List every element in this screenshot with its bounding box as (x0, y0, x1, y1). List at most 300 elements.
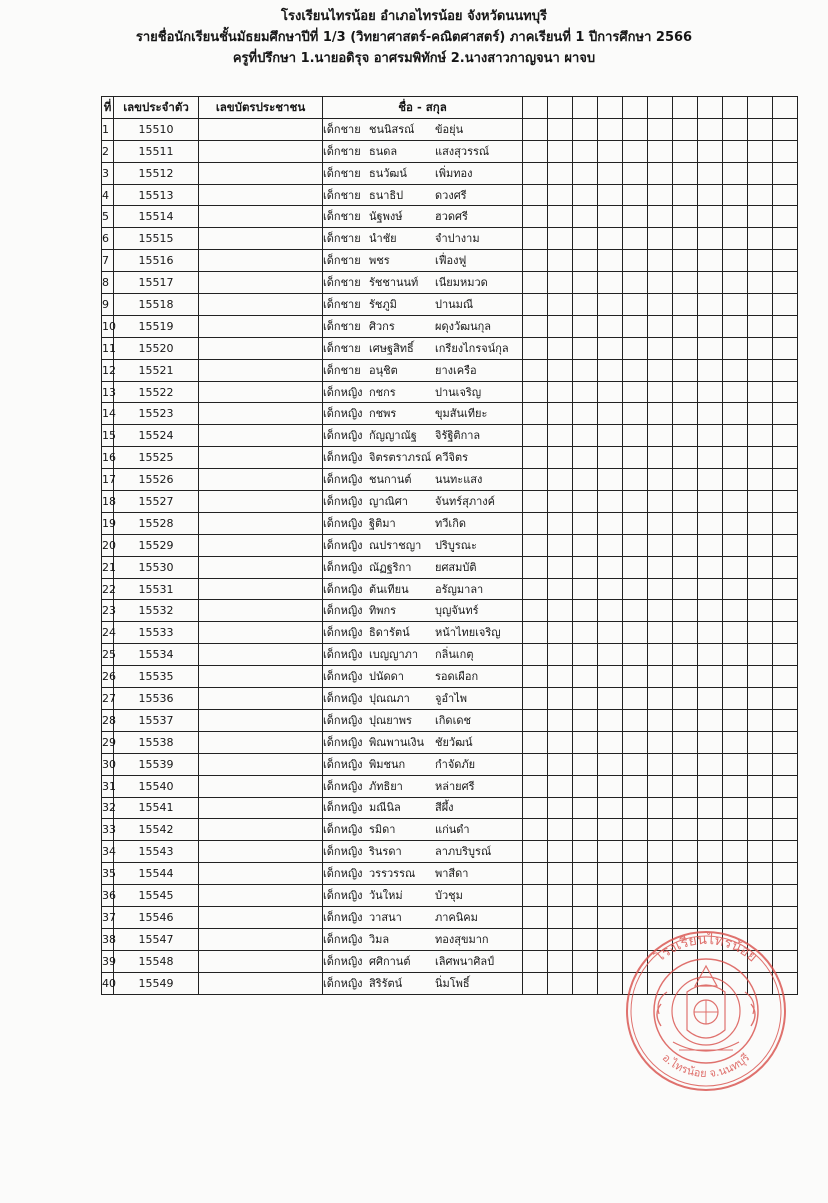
blank-cell (698, 447, 723, 469)
student-name (323, 731, 523, 753)
blank-cell (523, 950, 548, 972)
student-name (323, 797, 523, 819)
blank-cell (648, 447, 673, 469)
blank-cell (723, 469, 748, 491)
blank-cell (673, 622, 698, 644)
blank-cell (648, 709, 673, 731)
first-name: วรรวรรณ (369, 867, 416, 881)
name-prefix: เด็กชาย (323, 319, 361, 333)
row-number: 35 (102, 863, 114, 885)
blank-cell (598, 534, 623, 556)
blank-cell (523, 972, 548, 994)
blank-cell (673, 885, 698, 907)
citizen-id (199, 206, 323, 228)
blank-cell (648, 381, 673, 403)
blank-cell (648, 819, 673, 841)
blank-cell (523, 863, 548, 885)
blank-cell (748, 184, 773, 206)
blank-cell (623, 337, 648, 359)
blank-cell (673, 688, 698, 710)
first-name: รัชภูมิ (369, 297, 397, 311)
blank-cell (523, 140, 548, 162)
first-name: ธิดารัตน์ (369, 626, 410, 640)
blank-cell (623, 644, 648, 666)
blank-cell (548, 863, 573, 885)
blank-cell (748, 206, 773, 228)
name-prefix: เด็กหญิง (323, 451, 363, 465)
blank-cell (573, 403, 598, 425)
first-name: ชนกานต์ (369, 473, 412, 487)
citizen-id (199, 666, 323, 688)
blank-cell (748, 118, 773, 140)
blank-cell (548, 578, 573, 600)
student-name (323, 491, 523, 513)
blank-cell (523, 206, 548, 228)
blank-cell (773, 162, 798, 184)
first-name: กชพร (369, 407, 397, 421)
row-number: 34 (102, 841, 114, 863)
blank-cell (673, 250, 698, 272)
blank-cell (673, 709, 698, 731)
student-name (323, 337, 523, 359)
table-row (102, 753, 798, 775)
first-name: จิตรตราภรณ์ (369, 451, 432, 465)
citizen-id (199, 731, 323, 753)
name-prefix: เด็กหญิง (323, 691, 363, 705)
student-name (323, 425, 523, 447)
blank-cell (523, 841, 548, 863)
blank-cell (598, 447, 623, 469)
name-prefix: เด็กชาย (323, 144, 361, 158)
blank-cell (523, 578, 548, 600)
table-row (102, 469, 798, 491)
blank-cell (773, 819, 798, 841)
blank-cell (673, 381, 698, 403)
blank-cell (723, 709, 748, 731)
citizen-id (199, 600, 323, 622)
table-row (102, 600, 798, 622)
blank-cell (573, 206, 598, 228)
blank-cell (748, 469, 773, 491)
blank-cell (698, 709, 723, 731)
last-name: ปานเจริญ (435, 385, 482, 399)
table-row (102, 885, 798, 907)
blank-cell (723, 578, 748, 600)
student-id: 15538 (114, 731, 199, 753)
student-name (323, 206, 523, 228)
student-name (323, 885, 523, 907)
table-row (102, 512, 798, 534)
table-row (102, 447, 798, 469)
row-number: 21 (102, 556, 114, 578)
first-name: วันใหม่ (369, 889, 403, 902)
blank-cell (623, 885, 648, 907)
first-name: ญาณิศา (369, 494, 408, 508)
blank-cell (523, 885, 548, 907)
blank-cell (698, 688, 723, 710)
last-name: รอดเผือก (435, 670, 479, 684)
blank-cell (523, 644, 548, 666)
table-row (102, 337, 798, 359)
last-name: พาสีดา (435, 867, 469, 881)
blank-cell (598, 950, 623, 972)
document-header (0, 6, 828, 69)
blank-cell (523, 906, 548, 928)
row-number: 27 (102, 688, 114, 710)
blank-cell (748, 315, 773, 337)
table-row (102, 206, 798, 228)
col-header-student-id: เลขประจำตัว (114, 97, 199, 119)
blank-cell (598, 359, 623, 381)
blank-cell (698, 753, 723, 775)
student-name (323, 469, 523, 491)
blank-cell (598, 425, 623, 447)
last-name: จันทร์สุภางค์ (435, 494, 495, 508)
blank-cell (748, 337, 773, 359)
table-row (102, 534, 798, 556)
name-prefix: เด็กชาย (323, 254, 361, 268)
first-name: ธนวัฒน์ (369, 166, 407, 180)
citizen-id (199, 184, 323, 206)
blank-cell (773, 315, 798, 337)
table-row (102, 797, 798, 819)
blank-cell (698, 885, 723, 907)
student-id: 15532 (114, 600, 199, 622)
blank-cell (523, 556, 548, 578)
blank-cell (598, 753, 623, 775)
blank-cell (673, 753, 698, 775)
blank-cell (648, 140, 673, 162)
blank-cell (623, 469, 648, 491)
blank-cell (598, 885, 623, 907)
student-name (323, 140, 523, 162)
blank-cell (748, 578, 773, 600)
blank-cell (673, 578, 698, 600)
student-id: 15537 (114, 709, 199, 731)
blank-cell (623, 775, 648, 797)
blank-cell (623, 731, 648, 753)
name-prefix: เด็กหญิง (323, 976, 363, 990)
blank-cell (673, 906, 698, 928)
blank-cell (773, 447, 798, 469)
blank-cell (573, 972, 598, 994)
blank-cell (698, 359, 723, 381)
blank-cell (598, 841, 623, 863)
first-name: วิมล (369, 932, 390, 946)
blank-cell (623, 841, 648, 863)
student-name (323, 381, 523, 403)
blank-cell (773, 491, 798, 513)
blank-cell (698, 863, 723, 885)
blank-cell (773, 403, 798, 425)
blank-cell (698, 512, 723, 534)
table-row (102, 556, 798, 578)
blank-cell (523, 600, 548, 622)
table-row (102, 666, 798, 688)
blank-cell (573, 819, 598, 841)
blank-cell (573, 622, 598, 644)
first-name: พชร (369, 254, 390, 268)
row-number: 22 (102, 578, 114, 600)
blank-cell (748, 731, 773, 753)
blank-cell (523, 688, 548, 710)
last-name: ยศสมบัติ (435, 560, 477, 574)
blank-cell (548, 184, 573, 206)
citizen-id (199, 775, 323, 797)
blank-cell (723, 512, 748, 534)
row-number: 17 (102, 469, 114, 491)
seal-bottom-text: อ.ไทรน้อย จ.นนทบุรี (659, 1051, 753, 1080)
student-id: 15533 (114, 622, 199, 644)
blank-cell (523, 294, 548, 316)
blank-cell (623, 425, 648, 447)
row-number: 26 (102, 666, 114, 688)
blank-cell (573, 272, 598, 294)
student-name (323, 709, 523, 731)
row-number: 11 (102, 337, 114, 359)
blank-cell (673, 841, 698, 863)
last-name: กลิ่นเกตุ (435, 648, 474, 662)
blank-cell (648, 885, 673, 907)
blank-cell (573, 228, 598, 250)
blank-cell (573, 315, 598, 337)
blank-cell (773, 184, 798, 206)
school-title: โรงเรียนไทรน้อย อำเภอไทรน้อย จังหวัดนนทบุรี (281, 9, 547, 24)
blank-cell (548, 534, 573, 556)
blank-cell (523, 666, 548, 688)
blank-cell (673, 228, 698, 250)
last-name: จิรัฐิติกาล (435, 429, 481, 443)
blank-cell (648, 272, 673, 294)
table-row (102, 578, 798, 600)
blank-cell (598, 272, 623, 294)
name-prefix: เด็กหญิง (323, 582, 363, 596)
blank-cell (598, 512, 623, 534)
last-name: อรัญมาลา (435, 582, 484, 596)
blank-cell (773, 863, 798, 885)
student-id: 15515 (114, 228, 199, 250)
blank-cell (723, 622, 748, 644)
blank-cell (698, 491, 723, 513)
blank-cell (748, 644, 773, 666)
student-id: 15548 (114, 950, 199, 972)
blank-cell (748, 250, 773, 272)
student-id: 15530 (114, 556, 199, 578)
blank-cell (748, 906, 773, 928)
student-id: 15514 (114, 206, 199, 228)
blank-cell (548, 885, 573, 907)
citizen-id (199, 841, 323, 863)
blank-cell (773, 600, 798, 622)
blank-cell (698, 841, 723, 863)
student-id: 15522 (114, 381, 199, 403)
citizen-id (199, 250, 323, 272)
blank-cell (723, 403, 748, 425)
blank-cell (623, 666, 648, 688)
blank-cell (548, 928, 573, 950)
blank-cell (548, 359, 573, 381)
blank-cell (723, 294, 748, 316)
blank-cell (723, 885, 748, 907)
blank-cell (573, 140, 598, 162)
table-row (102, 140, 798, 162)
blank-cell (548, 469, 573, 491)
blank-cell (748, 512, 773, 534)
blank-cell (623, 272, 648, 294)
row-number: 33 (102, 819, 114, 841)
student-id: 15518 (114, 294, 199, 316)
name-prefix: เด็กหญิง (323, 429, 363, 443)
last-name: บุญจันทร์ (435, 604, 479, 618)
last-name: เกรียงไกรจน์กุล (435, 341, 509, 355)
blank-cell (598, 469, 623, 491)
blank-cell (598, 250, 623, 272)
blank-cell (773, 425, 798, 447)
table-row (102, 731, 798, 753)
first-name: นัฐพงษ์ (369, 210, 403, 224)
blank-cell (698, 118, 723, 140)
first-name: รมิดา (369, 823, 396, 837)
student-name (323, 162, 523, 184)
student-id: 15534 (114, 644, 199, 666)
col-header-blank (773, 97, 798, 119)
citizen-id (199, 140, 323, 162)
blank-cell (673, 294, 698, 316)
blank-cell (723, 775, 748, 797)
blank-cell (573, 688, 598, 710)
blank-cell (673, 491, 698, 513)
last-name: แก่นดำ (435, 823, 470, 837)
name-prefix: เด็กหญิง (323, 932, 363, 946)
student-id: 15516 (114, 250, 199, 272)
table-row (102, 425, 798, 447)
student-id: 15519 (114, 315, 199, 337)
table-row (102, 819, 798, 841)
citizen-id (199, 688, 323, 710)
student-name (323, 775, 523, 797)
blank-cell (548, 819, 573, 841)
blank-cell (648, 622, 673, 644)
first-name: กชกร (369, 385, 396, 399)
blank-cell (573, 381, 598, 403)
blank-cell (598, 184, 623, 206)
student-id: 15526 (114, 469, 199, 491)
student-id: 15543 (114, 841, 199, 863)
student-id: 15520 (114, 337, 199, 359)
blank-cell (548, 709, 573, 731)
citizen-id (199, 534, 323, 556)
blank-cell (748, 622, 773, 644)
blank-cell (523, 797, 548, 819)
blank-cell (548, 228, 573, 250)
name-prefix: เด็กหญิง (323, 648, 363, 662)
row-number: 13 (102, 381, 114, 403)
blank-cell (523, 491, 548, 513)
blank-cell (673, 403, 698, 425)
student-id: 15517 (114, 272, 199, 294)
blank-cell (548, 315, 573, 337)
table-row (102, 644, 798, 666)
student-name (323, 819, 523, 841)
col-header-blank (648, 97, 673, 119)
blank-cell (698, 425, 723, 447)
blank-cell (723, 491, 748, 513)
blank-cell (723, 250, 748, 272)
student-id: 15542 (114, 819, 199, 841)
name-prefix: เด็กหญิง (323, 516, 363, 530)
blank-cell (598, 709, 623, 731)
student-name (323, 556, 523, 578)
first-name: เศษฐสิทธิ์ (369, 341, 414, 355)
blank-cell (773, 337, 798, 359)
row-number: 28 (102, 709, 114, 731)
blank-cell (673, 118, 698, 140)
blank-cell (598, 731, 623, 753)
row-number: 6 (102, 228, 114, 250)
blank-cell (698, 140, 723, 162)
blank-cell (773, 512, 798, 534)
last-name: ควีจิตร (435, 451, 469, 465)
blank-cell (648, 315, 673, 337)
blank-cell (548, 425, 573, 447)
name-prefix: เด็กชาย (323, 341, 361, 355)
row-number: 20 (102, 534, 114, 556)
blank-cell (523, 250, 548, 272)
citizen-id (199, 272, 323, 294)
blank-cell (748, 272, 773, 294)
student-id: 15513 (114, 184, 199, 206)
blank-cell (548, 403, 573, 425)
blank-cell (573, 709, 598, 731)
blank-cell (748, 775, 773, 797)
blank-cell (523, 534, 548, 556)
blank-cell (623, 184, 648, 206)
row-number: 30 (102, 753, 114, 775)
last-name: สีผึ้ง (435, 801, 454, 815)
blank-cell (723, 841, 748, 863)
blank-cell (648, 731, 673, 753)
blank-cell (548, 666, 573, 688)
blank-cell (773, 118, 798, 140)
col-header-full-name: ชื่อ - สกุล (323, 97, 523, 119)
blank-cell (698, 775, 723, 797)
name-prefix: เด็กหญิง (323, 713, 363, 727)
citizen-id (199, 381, 323, 403)
blank-cell (648, 863, 673, 885)
table-row (102, 118, 798, 140)
blank-cell (748, 841, 773, 863)
class-roster-title: รายชื่อนักเรียนชั้นมัธยมศึกษาปีที่ 1/3 (วิทยาศาสตร์-คณิตศาสตร์) ภาคเรียนที่ 1 ปีการศึกษา 2566 (135, 30, 693, 45)
blank-cell (698, 906, 723, 928)
student-name (323, 622, 523, 644)
first-name: ศศิกานต์ (369, 954, 411, 968)
blank-cell (723, 162, 748, 184)
table-row (102, 359, 798, 381)
first-name: ณปราชญา (369, 538, 422, 552)
name-prefix: เด็กหญิง (323, 823, 363, 837)
blank-cell (698, 184, 723, 206)
last-name: ปริบูรณะ (435, 538, 477, 552)
blank-cell (648, 250, 673, 272)
blank-cell (598, 381, 623, 403)
seal-top-text: โรงเรียนไทรน้อย (651, 931, 761, 966)
blank-cell (723, 447, 748, 469)
blank-cell (548, 491, 573, 513)
table-row (102, 841, 798, 863)
blank-cell (573, 425, 598, 447)
col-header-blank (723, 97, 748, 119)
blank-cell (698, 272, 723, 294)
